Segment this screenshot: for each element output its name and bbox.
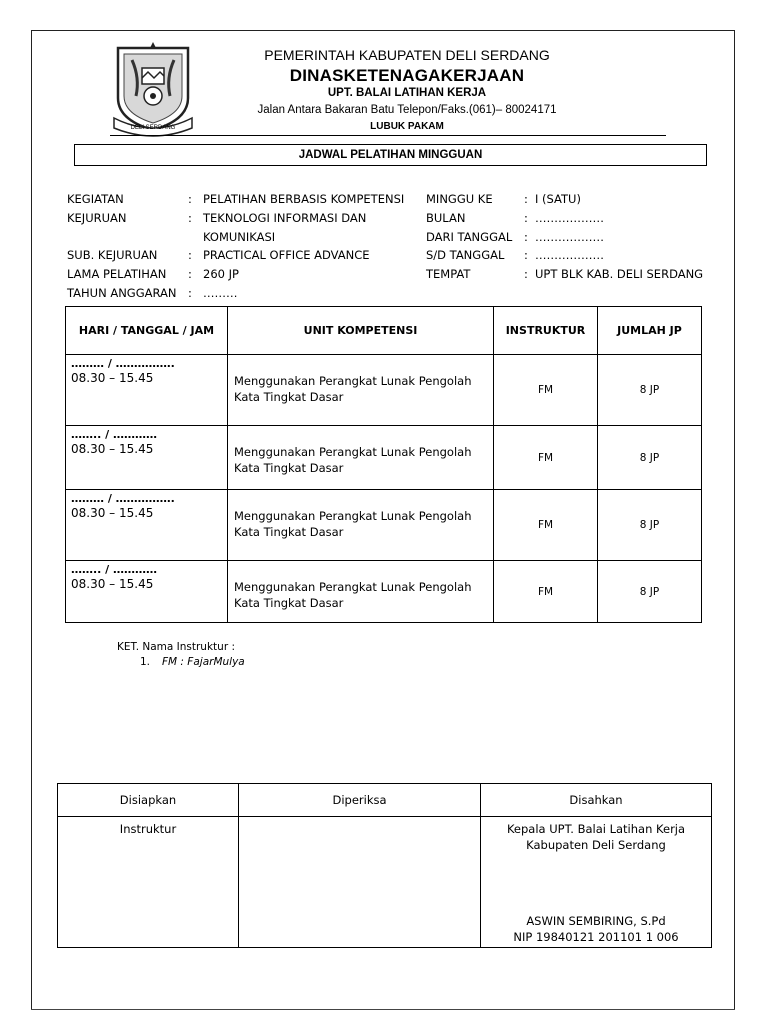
info-label-minggu-ke: MINGGU KE	[426, 192, 493, 206]
cell-unit	[228, 490, 494, 561]
header-city: LUBUK PAKAM	[370, 121, 444, 132]
unit-line: Kata Tingkat Dasar	[234, 390, 344, 404]
info-label-dari-tanggal: DARI TANGGAL	[426, 230, 513, 244]
date-placeholder: ……… / …………….	[71, 492, 175, 505]
cell-instructor: FM	[494, 355, 598, 426]
schedule-table	[65, 306, 702, 623]
table-row	[66, 355, 702, 426]
cell-date	[66, 426, 228, 490]
date-placeholder: …….. / …………	[71, 428, 158, 441]
info-label-tahun-anggaran: TAHUN ANGGARAN	[67, 286, 177, 300]
info-value-tempat: UPT BLK KAB. DELI SERDANG	[535, 267, 704, 281]
info-value-dari-tanggal: ………………	[535, 230, 604, 244]
svg-text:DELI SERDANG: DELI SERDANG	[130, 125, 176, 131]
schedule-header-row	[66, 307, 702, 355]
sig-cell-diperiksa	[239, 817, 481, 948]
document-title: JADWAL PELATIHAN MINGGUAN	[74, 144, 707, 166]
info-value-sd-tanggal: ………………	[535, 248, 604, 262]
signature-header-row	[58, 784, 712, 817]
info-sep: :	[188, 286, 192, 300]
info-sep: :	[188, 192, 192, 206]
cell-jp: 8 JP	[598, 355, 702, 426]
cell-date	[66, 490, 228, 561]
info-label-kejuruan: KEJURUAN	[67, 211, 127, 225]
header-department: DINASKETENAGAKERJAAN	[289, 66, 525, 85]
unit-line: Menggunakan Perangkat Lunak Pengolah	[234, 445, 472, 459]
info-value-kejuruan: TEKNOLOGI INFORMASI DAN	[203, 211, 367, 225]
header-government: PEMERINTAH KABUPATEN DELI SERDANG	[264, 47, 550, 63]
header-hari-tanggal-jam: HARI / TANGGAL / JAM	[66, 307, 228, 355]
sig-name: ASWIN SEMBIRING, S.Pd	[526, 914, 666, 928]
sig-role-instruktur: Instruktur	[119, 822, 177, 836]
sig-title-line1: Kepala UPT. Balai Latihan Kerja	[506, 822, 686, 836]
time-range: 08.30 – 15.45	[71, 577, 154, 591]
date-placeholder: …….. / …………	[71, 563, 158, 576]
header-instruktur: INSTRUKTUR	[494, 307, 598, 355]
cell-unit	[228, 426, 494, 490]
cell-jp: 8 JP	[598, 490, 702, 561]
info-label-lama-pelatihan: LAMA PELATIHAN	[67, 267, 167, 281]
cell-date	[66, 355, 228, 426]
header-address: Jalan Antara Bakaran Batu Telepon/Faks.(061)– 80024171	[257, 104, 557, 116]
sig-nip: NIP 19840121 201101 1 006	[513, 930, 679, 944]
info-sep: :	[524, 267, 528, 281]
cell-instructor: FM	[494, 426, 598, 490]
sig-header-diperiksa: Diperiksa	[239, 784, 481, 817]
sig-cell-disiapkan	[58, 817, 239, 948]
time-range: 08.30 – 15.45	[71, 506, 154, 520]
info-label-tempat: TEMPAT	[426, 267, 471, 281]
ket-label: KET. Nama Instruktur :	[117, 641, 236, 653]
info-sep: :	[524, 248, 528, 262]
unit-line: Menggunakan Perangkat Lunak Pengolah	[234, 580, 472, 594]
header-jumlah-jp: JUMLAH JP	[598, 307, 702, 355]
header-rule	[110, 135, 666, 136]
time-range: 08.30 – 15.45	[71, 371, 154, 385]
page-bottom-rule	[31, 1009, 735, 1010]
info-sep: :	[524, 211, 528, 225]
info-value-kegiatan: PELATIHAN BERBASIS KOMPETENSI	[203, 192, 405, 206]
unit-line: Kata Tingkat Dasar	[234, 461, 344, 475]
sig-header-disiapkan: Disiapkan	[58, 784, 239, 817]
info-sep: :	[188, 248, 192, 262]
table-row	[66, 490, 702, 561]
header-unit-kompetensi: UNIT KOMPETENSI	[228, 307, 494, 355]
header-unit: UPT. BALAI LATIHAN KERJA	[327, 87, 487, 99]
info-label-sd-tanggal: S/D TANGGAL	[426, 248, 505, 262]
unit-line: Menggunakan Perangkat Lunak Pengolah	[234, 374, 472, 388]
time-range: 08.30 – 15.45	[71, 442, 154, 456]
cell-instructor: FM	[494, 490, 598, 561]
table-row	[66, 426, 702, 490]
info-value-kejuruan-cont: KOMUNIKASI	[203, 230, 276, 244]
sig-title-line2: Kabupaten Deli Serdang	[526, 838, 666, 852]
cell-jp: 8 JP	[598, 561, 702, 623]
info-value-sub-kejuruan: PRACTICAL OFFICE ADVANCE	[203, 248, 370, 262]
signature-table	[57, 783, 712, 948]
signature-body-row	[58, 817, 712, 948]
regency-seal-logo	[110, 38, 196, 138]
cell-instructor: FM	[494, 561, 598, 623]
ket-item-number: 1.	[140, 656, 151, 668]
table-row	[66, 561, 702, 623]
cell-jp: 8 JP	[598, 426, 702, 490]
sig-title	[481, 817, 711, 853]
unit-line: Menggunakan Perangkat Lunak Pengolah	[234, 509, 472, 523]
cell-unit	[228, 561, 494, 623]
unit-line: Kata Tingkat Dasar	[234, 596, 344, 610]
info-label-kegiatan: KEGIATAN	[67, 192, 124, 206]
unit-line: Kata Tingkat Dasar	[234, 525, 344, 539]
info-label-sub-kejuruan: SUB. KEJURUAN	[67, 248, 158, 262]
info-sep: :	[524, 230, 528, 244]
cell-unit	[228, 355, 494, 426]
info-value-bulan: ………………	[535, 211, 604, 225]
info-value-lama-pelatihan: 260 JP	[203, 267, 239, 281]
cell-date	[66, 561, 228, 623]
info-sep: :	[524, 192, 528, 206]
info-value-minggu-ke: I (SATU)	[535, 192, 581, 206]
info-value-tahun-anggaran: ………	[203, 286, 238, 300]
sig-signatory	[481, 913, 711, 945]
ket-item-text: FM : FajarMulya	[162, 656, 245, 668]
date-placeholder: ……… / …………….	[71, 357, 175, 370]
info-sep: :	[188, 267, 192, 281]
info-label-bulan: BULAN	[426, 211, 466, 225]
sig-header-disahkan: Disahkan	[481, 784, 712, 817]
info-sep: :	[188, 211, 192, 225]
sig-cell-disahkan	[481, 817, 712, 948]
